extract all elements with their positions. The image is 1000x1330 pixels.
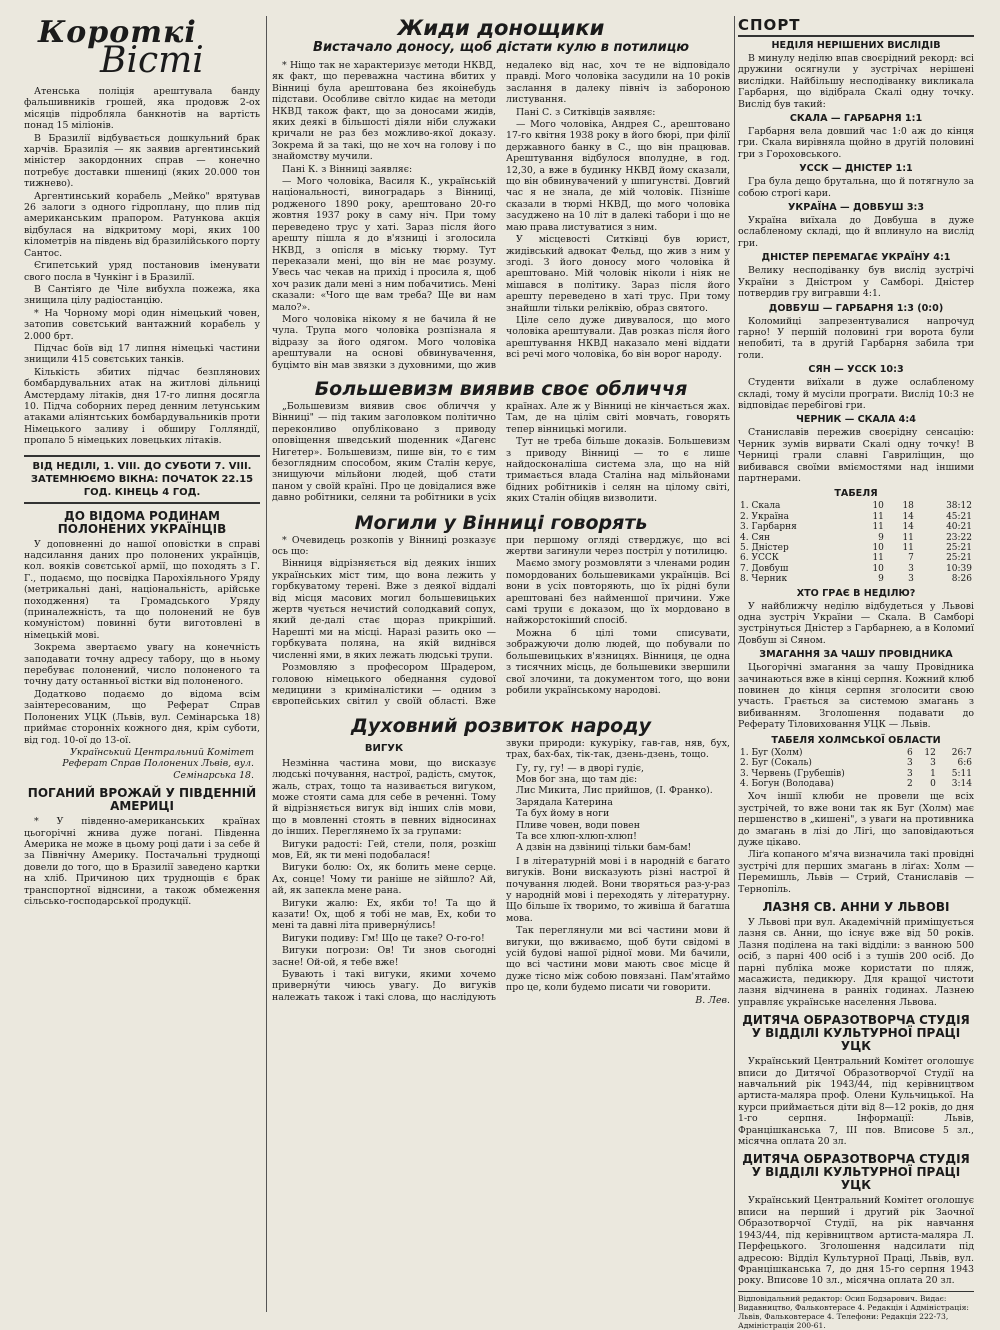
harvest-text: * У південно-американських країнах цьогорічні жнива дуже погані. Південна Америка не може в цьому році дати і за себе й за Північну Америку. Постачальні труднощі довели до того, що в Бразилії заведено картки на хліб. Причиною цих труднощів є брак транспортної віднсини, а також обмеження сільсько-господарської продукції. [24,816,260,907]
vyhuk-title: ВИГУК [364,742,404,754]
goals-cell: 25:21 [946,543,972,553]
sport-paragraph: Хоч іншії клюби не провели ще всіх зустрічей, то вже вони так як Буг (Холм) має першенство в „кишені", з уваги на противника до змагань в лізі до Лігі, що заповідаються дуже цікаво. [738,791,974,848]
pow-signature: Український Центральний Комітет Реферат Справ Полонених Львів, вул. Семінарська 18. [62,746,254,781]
team-cell: 6. УССК [740,553,779,564]
studio2-text: Український Центральний Комітет оголошує вписи на перший і другий рік Заочної Образотворчої Студії, на рік навчання 1943/44, під керівництвом артиста-маляра Л. Перфецького. Зголошення надсилати під адресою: Відділ Культурної Праці, Львів, вул. Францішканська 7, до дня 15-го серпня 1943 року. Вписове 10 зл., місячна оплата 20 зл. [738,1195,974,1287]
blackout-notice: ВІД НЕДІЛІ, 1. VIII. ДО СУБОТИ 7. VIII. ЗАТЕМНЮЄМО ВІКНА: ПОЧАТОК 22.15 ГОД. КІНЕЦЬ 4 ГОД. [24,455,260,504]
points-cell: 7 [908,553,914,564]
match-title: СЯН — УССК 10:3 [808,364,904,376]
team-cell: 1. Скала [740,501,781,512]
article-paragraph: Вигуки жалю: Ех, якби то! Та що й казати! Ох, щоб я тобі не мав, Ех, коби то мені та давні літа приверну́лись! [272,897,496,932]
short-news-item: * На Чорному морі один німецький човен, затопив совєтський вантажний корабель у 2.000 брт. [24,307,260,342]
goals-cell: 26:7 [951,747,972,758]
article-paragraph: У місцевості Ситківці був юрист, жидівський адвокат Фельд, що жив з ним у згоді. З його доносу мого чоловіка й арештовано. Мій чоловік ніколи і ніяк не мішався в політику. Зараз після його арешту переведено в хаті трус. При тому знайшли тільки реліквію, образ святого. [506,234,730,314]
games-cell: 11 [872,511,884,522]
goals-cell: 45:21 [946,511,972,522]
table-row [738,769,974,779]
points-cell: 3 [930,758,936,769]
poem-line: Та бух йому в ноги [516,808,610,820]
studio-text: Український Центральний Комітет оголошує вписи до Дитячої Образотворчої Студії на навчальний рік 1943/44, під керівництвом артиста-маляра проф. Олени Кульчицької. На курси приймається діти від 8—12 років, до дня 1-го серпня. Інформації: Львів, Францішканська 7, III пов. Вписове 5 зл., місячна оплата 20 зл. [738,1056,974,1148]
games-cell: 3 [907,768,913,779]
goals-cell: 5:11 [951,768,972,779]
article-paragraph: Вигуки болю: Ох, як болить мене серце. Ах, сонце! Чому ти раніше не зійшло? Ай, ай, як запекла мене рана. [272,862,496,897]
team-cell: 7. Довбуш [740,563,789,574]
goals-cell: 6:6 [957,758,972,769]
article-paragraph: І в літературній мові і в народній є багато вигуків. Вони висказують різні настрої й почування людей. Вони творяться раз-у-раз у народній мові і переходять у літературну. Що більше їх творимо, то живіша й багатша мова. [506,855,730,924]
short-news-item: Підчас боїв від 17 липня німецькі частини знищили 415 совєтських танків. [24,342,260,366]
who-plays-title: ХТО ГРАЄ В НЕДІЛЮ? [796,587,916,599]
team-cell: 8. Черник [740,574,788,585]
match-report: Коломийці запрезентувалися напрочуд гарно! У першій половині гри ворота були непобиті, та в другій Гарбарня забила три голи. [738,315,974,361]
games-cell: 11 [872,522,884,533]
match-report: Гарбарня вела довший час 1:0 аж до кінця гри. Скала вирівняла щойно в другій половині гри з Гороховського. [738,126,974,160]
sport-column [738,14,974,1330]
article-paragraph: Пані К. з Вінниці заявляє: [282,163,413,175]
article-paragraph: Вигуки погрози: Ов! Ти знов сьогодні засне! Ой-ой, я тебе вже! [272,945,496,968]
short-news-item: В Сантіяго де Чіле вибухла пожежа, яка знищила цілу радіостанцію. [24,283,260,307]
pow-title: ДО ВІДОМА РОДИНАМ ПОЛОНЕНИХ УКРАЇНЦІВ [57,508,227,536]
table-row [738,512,974,522]
match-title: ДНІСТЕР ПЕРЕМАГАЄ УКРАЇНУ 4:1 [761,252,951,264]
chelm-table [738,748,974,790]
goals-cell: 25:21 [946,553,972,564]
article-paragraph: Вигуки радості: Гей, стели, поля, розкіш мов, Ей, як ти мені подобалася! [272,838,496,861]
match-report: Україна виїхала до Довбуша в дуже ослабленому складі, що й вплинуло на вислід гри. [738,215,974,249]
table-row [738,564,974,574]
team-cell: 1. Буг (Холм) [740,747,803,758]
match-title: УКРАЇНА — ДОВБУШ 3:3 [787,202,925,214]
team-cell: 2. Буг (Сокаль) [740,758,812,769]
match-title: УССК — ДНІСТЕР 1:1 [799,163,913,175]
headline-spiritual-development: Духовний розвиток народу [351,714,651,737]
match-report: Станиславів пережив своєрідну сенсацію: Черник зумів вирвати Скалі одну точку! В Черниці грали славні Гавриліщин, що вибивався своїми вміємостями над іншими партнерами. [738,427,974,484]
pow-paragraph: Зокрема звертаємо увагу на конечність заподавати точну адресу табору, що в ньому перебуває полонений, число полоненого та точну дату останньої вістки від полоненого. [24,642,260,688]
article-paragraph: — Мого чоловіка, Василя К., українській національності, виноградарь з Вінниці, родженого 1890 року, арештовано 20-го жовтня 1937 року в саму ніч. При тому переведено трус у хаті. Зараз після його арешту пішла я до в'язниці і зголосила НКВД, з опісля в міську тюрму. Тут переказали мені, що він не має розуму. Увесь час чекав на прихід і просила я, щоб хоч разик дали мені з ним побачитись. Мені сказали: «Чого ще вам треба? Ще ви нам мало?». [272,176,496,313]
team-cell: 2. Україна [740,511,789,522]
left-column [24,14,260,1314]
article-paragraph: Так переглянули ми всі частини мови й вигуки, що вживаємо, щоб бути свідомі в усій будові нашої рідної мови. Ми бачили, що всі частини мови мають своє місце й дуже тісно між собою повязані. Пам'ятаймо про це, коли будемо писати чи говорити. [506,925,730,994]
games-cell: 10 [872,501,884,512]
studio2-title: ДИТЯЧА ОБРАЗОТВОРЧА СТУДІЯ У ВІДДІЛІ КУЛЬТУРНОЇ ПРАЦІ УЦК [742,1152,970,1193]
points-cell: 12 [924,747,936,758]
article-paragraph: Пані С. з Ситківців заявляє: [516,106,656,118]
short-news-item: Атенська поліція арештувала банду фальшивників грошей, яка продовж 2-ох місяців підробляла банкнотів на вартість понад 15 міліонів. [24,86,260,132]
league-table-title: ТАБЕЛЯ [834,488,878,500]
games-cell: 9 [878,574,884,585]
match-report: Велику несподіванку був вислід зустрічі України з Дністром у Самборі. Дністер потвердив гру вигравши 4:1. [738,265,974,300]
headline-denunciators: Жиди донощики [397,16,605,40]
points-cell: 14 [902,522,914,533]
table-row [738,522,974,532]
cup-title: ЗМАГАННЯ ЗА ЧАШУ ПРОВІДНИКА [759,649,953,661]
goals-cell: 10:39 [946,563,972,574]
table-row [738,553,974,563]
poem-line: Лис Микита, Лис прийшов, (І. Франко). [516,785,713,797]
short-news-item: Аргентинський корабель „Мейко" врятував 26 залоги з одного гідроплану, що плив під американським прапором. Ратункова акція відбулася на відкритому морі, яких 100 кілометрів на південь від бразилійського порту Сантос. [24,190,260,259]
team-cell: 4. Сян [740,532,771,543]
article-paragraph: * Очевидець розкопів у Вінниці розказує ось що: [272,534,496,558]
chelm-table-title: ТАБЕЛЯ ХОЛМСЬКОЇ ОБЛАСТИ [771,734,941,746]
sport-paragraph: Цьогорічні змагання за чашу Провідника зачинаються вже в кінці серпня. Кожний клюб повинен до кінця серпня зголосити свою участь. Грається за системою змагань з вибиванням. Зголошення подавати до Реферату Тіловиховання УЦК — Львів. [738,662,974,731]
article-paragraph: Можна б цілі томи списувати, зображуючи долю людей, що побували по большевицьких в'язницях. Вінниця, це одна з тисячних місць, де большевики звершили свої злочини, та документом того, що вони робили українському народові. [506,627,730,696]
short-news-item: Кількість збитих підчас безплянових бомбардувальних атак на житлові дільниці Амстердаму літаків, дня 17-го липня досягла 10. Підча соборних перед денним летунським атаками аліянтських бомбардувальників проти Німецького заливу і обширу Голляндії, пропало 5 німецьких ловецьких літаків. [24,366,260,447]
article-paragraph: „Большевизм виявив своє обличчя у Вінниці" — під таким заголовком політично переконливо опубліковано з приводу оповіщення шведський шоденник «Дагенс Нигетер». Большевизм, пише він, то є тим безоглядним способом, яким Сталін керує, знищуючи мільйони людей, щоб стати паном у своїй країні. Про це довідалися вже давно робітники, селяни та робітники в усіх країнах. Але ж у Вінниці не кінчається жах. Там, де на цілім світі мовчать, говорять тепер вінницькі могили. [272,400,730,504]
poem-line: Мов бог зна, що там діє: [516,773,638,785]
team-cell: 3. Червень (Грубешів) [740,768,845,779]
goals-cell: 8:26 [951,574,972,585]
imprint: Відповідальний редактор: Осип Бодзарович. Видає: Видавництво, Фальковтерасе 4. Редакція і Адміністрація: Львів, Фальковтерасе 4. Телефони: Редакція 222-73, Адміністрація 200-61. [738,1291,974,1330]
article-paragraph: Тут не треба більше доказів. Большевизм з приводу Вінниці — то є лише найдосконаліша система зла, що на ній тримається влада Сталіна над мільйонами бідних робітників і селян на цілому світі, яких Сталін обіцяв визволити. [506,436,730,505]
games-cell: 10 [872,563,884,574]
games-cell: 2 [907,778,913,789]
short-news-masthead-bottom: Вісті [100,40,204,81]
table-row [738,779,974,789]
bath-text: У Львові при вул. Академічній приміщується лазня св. Анни, що існує вже від 50 років. Лазня поділена на такі відділи: з ванною 500 осіб, з парні 400 осіб і з тушів 200 осіб. До парні публіка може користати по пляж, масажиста, педикюру. Для кращої чистоти лазня відчинена в ранніх годинах. Лазнею управляє українське населення Львова. [738,916,974,1008]
article-paragraph: Вигуки подиву: Гм! Що це таке? О-го-го! [282,932,485,944]
poem-line: А дзвін на дзвіниці тільки бам-бам! [516,842,692,854]
poem-quote [516,763,730,854]
harvest-title: ПОГАНИЙ ВРОЖАЙ У ПІВДЕННІЙ АМЕРИЦІ [27,786,257,814]
goals-cell: 40:21 [946,522,972,533]
short-news-item: В Бразилії відбувається дошкульний брак харчів. Бразилія — як заявив аргентинський міністер закордонних справ — конечно потребує доставки пшениці (яких 20.000 тон тижнево). [24,132,260,190]
headline-bolshevism: Большевизм виявив своє обличчя [314,377,688,400]
team-cell: 4. Богун (Володава) [740,778,834,789]
points-cell: 14 [902,511,914,522]
match-title: СКАЛА — ГАРБАРНЯ 1:1 [789,113,923,125]
team-cell: 3. Гарбарня [740,522,797,533]
sport-paragraph: У найближчу неділю відбудеться у Львові одна зустріч України — Скала. В Самборі зустрінуться Дністер з Гарбарнею, а в Коломиї Довбуш зі Сяном. [738,600,974,646]
pow-paragraph: Додатково подаємо до відома всім заінтересованим, що Реферат Справ Полонених УЦК (Львів, вул. Семінарська 18) приймає сторонніх кожного дня, крім суботи, від год. 10-ої до 13-ої. [24,688,260,746]
goals-cell: 23:22 [946,532,972,543]
article-paragraph: Розмовляю з професором Шрадером, головою німецького обеднання судової медицини з криміналістики — одним з європейських світил у своїй області. Вже при першому огляді стверджує, що всі жертви загинули через постріл у потилицю. [272,534,730,708]
short-news-item: Єгипетський уряд постановив іменувати свого посла в Чункінг і в Бразилії. [24,260,260,283]
article-paragraph: Бувають і такі вигуки, якими хочемо приверну́ти чиюсь увагу. До вигуків належать також і такі слова, що наслідують звуки природи: кукуріку, гав-гав, няв, бух, трах, бах-бах, тік-так, дзень-дзень, тощо. [272,737,730,1003]
article-paragraph: Маємо змогу розмовляти з членами родин помордованих большевиками українців. Всі вони в усіх повторяють, що їх рідні були арештовані без найменшої причини. Уже самі трупи є доказом, що їх мордовано в найжорстокіший спосіб. [506,558,730,627]
short-news-list [24,86,260,447]
table-row [738,748,974,758]
pow-paragraph: У доповненні до нашої оповістки в справі надсилання даних про полонених українців, кол. вояків совєтської армії, що походять з Г. Г., подаємо, що посвідка Парохіяльного Уряду (метрикальні дані, національність, арійське походження) та Громадського Уряду (приналежність, та що полонений не був комуністом) повинні бути виготовлені в німецькій мові. [24,538,260,641]
points-cell: 18 [902,501,914,512]
bolshevism-article [272,401,730,505]
games-cell: 9 [878,532,884,543]
table-row [738,574,974,584]
points-cell: 11 [902,532,914,543]
denunciation-article [272,60,730,371]
goals-cell: 38:12 [946,501,972,512]
column-divider [734,16,735,1312]
column-divider [266,16,267,1312]
league-table [738,501,974,584]
subhead-denunciation: Вистачало доносу, щоб дістати кулю в потилицю [313,40,689,55]
match-report: Студенти виїхали в дуже ослабленому складі, тому й мусіли програти. Вислід 10:3 не відповідає перебігові гри. [738,377,974,411]
sport-paragraph: Ліґа копаного м'яча визначила такі провідні зустрічі для перших змагань в ліґах: Холм — Перемишль, Львів — Стрий, Станиславів — Тернопіль. [738,849,974,895]
poem-line: Пливе човен, води повен [516,819,640,831]
team-cell: 5. Дністер [740,543,789,553]
points-cell: 3 [908,574,914,585]
table-row [738,758,974,768]
match-title: ЧЕРНИК — СКАЛА 4:4 [796,414,916,426]
table-row [738,533,974,543]
match-title: ДОВБУШ — ГАРБАРНЯ 1:3 (0:0) [768,302,944,314]
sport-paragraph: В минулу неділю впав своєрідний рекорд: всі дружини осягнули у зустрічах нерішені вислідки. Найбільшу несподіванку викликала Гарбарня, що відібрала Скалі одну точку. Вислід був такий: [738,53,974,110]
poem-line: Та все хлюп-хлюп-хлюп! [516,830,637,842]
sunday-title: НЕДІЛЯ НЕРІШЕНИХ ВИСЛІДІВ [771,40,941,51]
sport-header: СПОРТ [738,16,974,37]
table-row [738,543,974,553]
goals-cell: 3:14 [951,778,972,789]
games-cell: 6 [907,747,913,758]
games-cell: 3 [907,758,913,769]
bath-title: ЛАЗНЯ СВ. АННИ У ЛЬВОВІ [762,899,950,914]
points-cell: 0 [930,778,936,789]
table-row [738,501,974,511]
points-cell: 11 [902,543,914,553]
games-cell: 10 [872,543,884,553]
match-report: Гра була дещо брутальна, що й потягнуло за собою строгі кари. [738,176,974,199]
poem-line: Гу, гу, гу! — в дворі гудіє, [516,762,644,774]
article-paragraph: Незмінна частина мови, що висказує людські почування, настрої, радість, смуток, жаль, страх, тощо та називається вигуком, може стояти сама для себе в реченні. Тому й відрізняється вигук від інших слів мови, що в мовленні стоять в певних відносинах до інших. Переглянемо їх за групами: [272,757,496,838]
points-cell: 1 [930,768,936,779]
points-cell: 3 [908,563,914,574]
poem-line: Зарядала Катерина [516,796,613,808]
article-paragraph: * Ніщо так не характеризує методи НКВД, як факт, що переважна частина вбитих у Вінниці була арештована без якоінебудь підстави. Особливе світло кидає на методи НКВД також факт, що за доносами жидів, яких деякі в більшості діяли ніби служаки кричали не раз без можливо-якої доказу. Зокрема й за такі, що не хоч на голову і по знайомству мучили. [272,60,496,163]
article-paragraph: — Мого чоловіка, Андрея С., арештовано 17-го квітня 1938 року в його бюрі, при філії державного банку в С., що він працював. Арештування відбулося вполудне, в год. 12,30, а вже в будинку НКВД йому сказали, що він обвинувачений у шпигунстві. Довгий час я не знала, де мій чоловік. Пізніше сказали в тюрмі НКВД, що мого чоловіка засуджено на 10 літ в далекі табори і що не маю права листуватися з ним. [506,119,730,233]
headline-graves: Могили у Вінниці говорять [354,511,648,534]
vyhuk-article [272,738,730,1006]
article-author: В. Лев. [695,994,730,1006]
studio-title: ДИТЯЧА ОБРАЗОТВОРЧА СТУДІЯ У ВІДДІЛІ КУЛЬТУРНОЇ ПРАЦІ УЦК [742,1013,970,1054]
short-news-masthead-top: Короткі [38,15,197,50]
article-paragraph: Вінниця відрізняється від деяких інших українських міст тим, що вона лежить у горбкуватому терені. Вже з деякої віддалі від місця масових могил большевицьких жертв чується нечистий солодкавий сопух, який де-далі стає щораз прикріший. Нарешті ми на місці. Наразі разить око — горбкувата поляна, на якій виднівся численні ями, в яких лежать людські трупи. [272,558,496,661]
main-column [272,14,730,1314]
article-paragraph: Ціле село дуже дивувалося, що мого чоловіка арештували. Дав розказ після його арештування НКВД наказало мені віддати всі речі мого чоловіка, бо він ворог народу. [506,314,730,361]
article-paragraph: Мого чоловіка нікому я не бачила й не чула. Трупа мого чоловіка розпізнала я відразу за його одягом. Мого чоловіка арештували на основі обвинувачення, буцімто він мав звязки з духовними, що жив недалеко від нас, хоч те не відповідало правді. Мого чоловіка засудили на 10 років заслання в далеку північ із забороною листування. [272,60,730,371]
games-cell: 11 [872,553,884,564]
graves-article [272,535,730,708]
